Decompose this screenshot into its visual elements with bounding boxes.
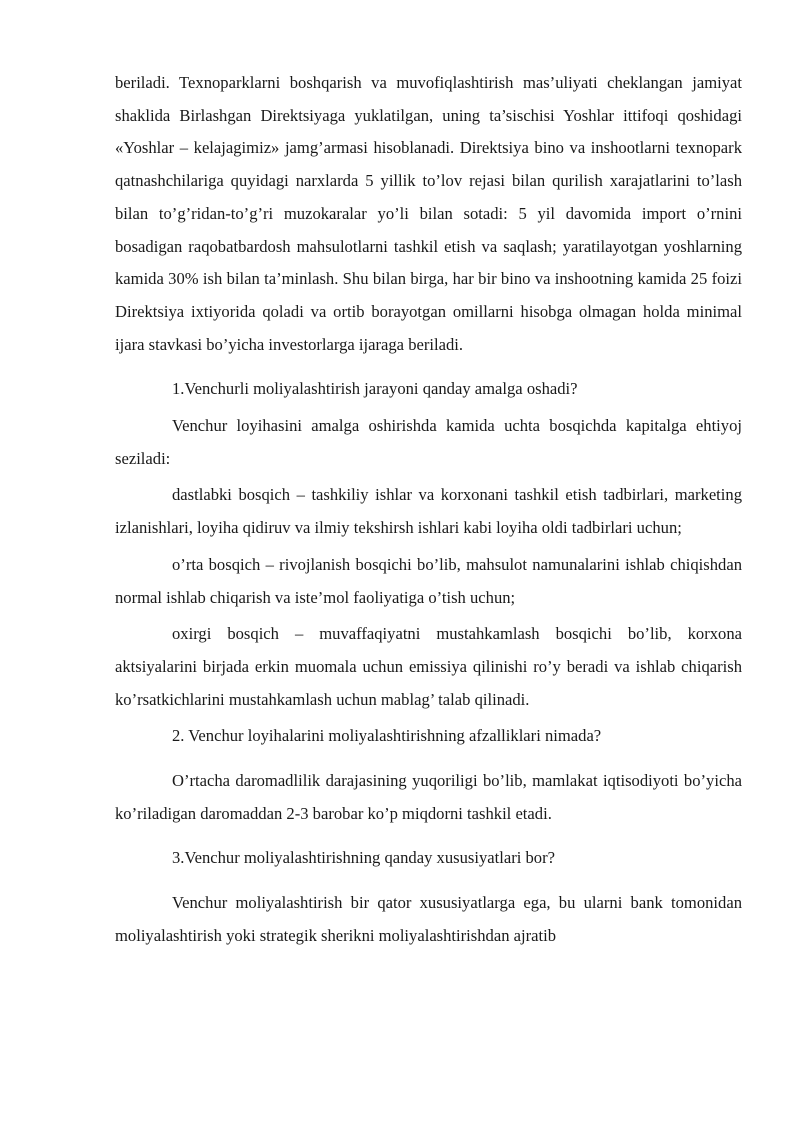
- paragraph-final-stage: oxirgi bosqich – muvaffaqiyatni mustahkamlash bosqichi bo’lib, korxona aktsiyalarini birjada erkin muomala uchun emissiya qilinishi ro’y beradi va ishlab chiqarish ko’rsatkichlarini mustahkamlash uchun mablag’ talab qilinadi.: [115, 624, 742, 709]
- paragraph-continuation: beriladi. Texnoparklarni boshqarish va muvofiqlashtirish mas’uliyati cheklangan jamiyat shaklida Birlashgan Direktsiyaga yuklatilgan, uning ta’sischisi Yoshlar ittifoqi qoshidagi «Yoshlar – kelajagimiz» jamg’armasi hisoblanadi. Direktsiya bino va inshootlarni texnopark qatnashchilariga quyidagi narxlarda 5 yillik to’lov rejasi bilan qurilish xarajatlarini to’lash bilan to’g’ridan-to’g’ri muzokaralar yo’li bilan sotadi: 5 yil davomida import o’rnini bosadigan raqobatbardosh mahsulotlarni tashkil etish va saqlash; yaratilayotgan yoshlarning kamida 30% ish bilan ta’minlash. Shu bilan birga, har bir bino va inshootning kamida 25 foizi Direktsiya ixtiyorida qoladi va ortib borayotgan omillarni hisobga olmagan holda minimal ijara stavkasi bo’yicha investorlarga ijaraga beriladi.: [115, 73, 742, 354]
- paragraph-initial-stage: dastlabki bosqich – tashkiliy ishlar va korxonani tashkil etish tadbirlari, marketing izlanishlari, loyiha qidiruv va ilmiy tekshirsh ishlari kabi loyiha oldi tadbirlari uchun;: [115, 485, 742, 538]
- paragraph-features: Venchur moliyalashtirish bir qator xususiyatlarga ega, bu ularni bank tomonidan moliyalashtirish yoki strategik sherikni moliyalashtirishdan ajratib: [115, 893, 742, 945]
- question-1: 1.Venchurli moliyalashtirish jarayoni qanday amalga oshadi?: [172, 379, 578, 399]
- paragraph-advantages: O’rtacha daromadlilik darajasining yuqoriligi bo’lib, mamlakat iqtisodiyoti bo’yicha ko’riladigan daromaddan 2-3 barobar ko’p miqdorni tashkil etadi.: [115, 771, 742, 823]
- document-page: [115, 67, 742, 953]
- question-3: 3.Venchur moliyalashtirishning qanday xususiyatlari bor?: [172, 848, 555, 868]
- paragraph-middle-stage: o’rta bosqich – rivojlanish bosqichi bo’lib, mahsulot namunalarini ishlab chiqishdan normal ishlab chiqarish va iste’mol faoliyatiga o’tish uchun;: [115, 554, 742, 607]
- question-2: 2. Venchur loyihalarini moliyalashtirishning afzalliklari nimada?: [172, 726, 602, 746]
- paragraph-stages-intro: Venchur loyihasini amalga oshirishda kamida uchta bosqichda kapitalga ehtiyoj seziladi:: [115, 416, 742, 468]
